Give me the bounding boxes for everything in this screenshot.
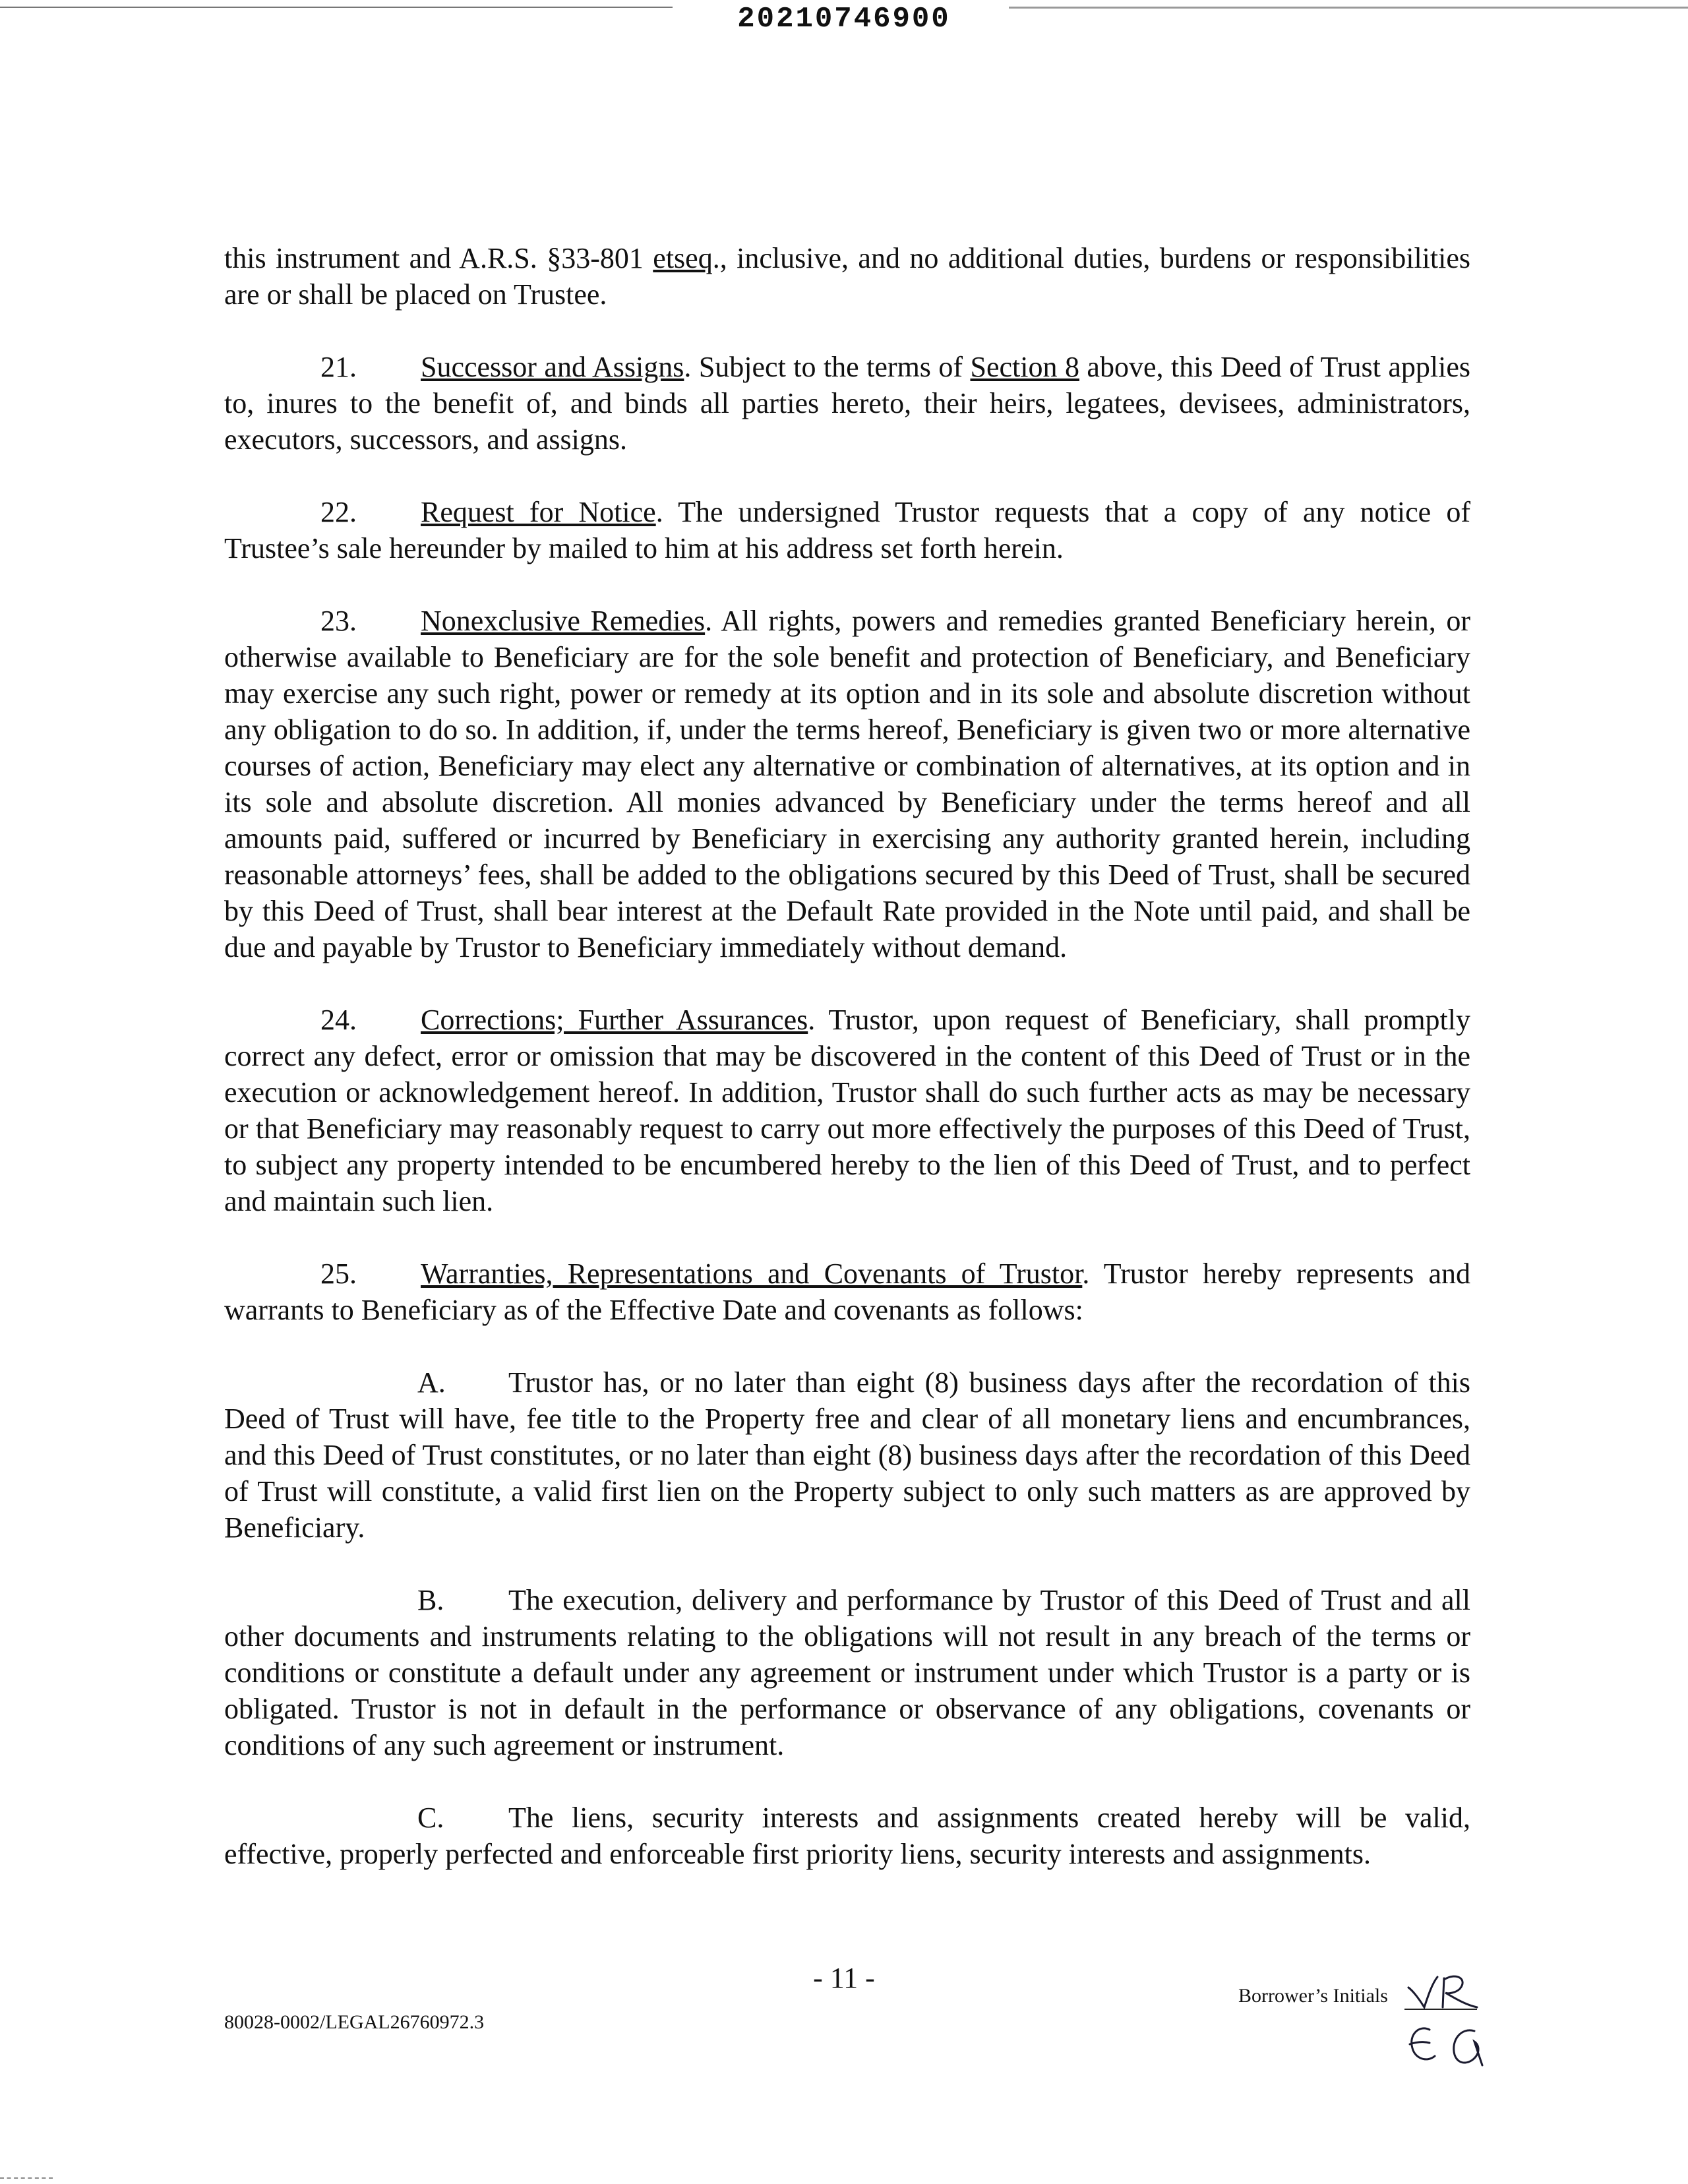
- document-id: 80028-0002/LEGAL26760972.3: [224, 2011, 485, 2033]
- recording-number: 20210746900: [737, 3, 951, 36]
- header-rule-right: [1009, 7, 1688, 9]
- paragraph-continuation: this instrument and A.R.S. §33-801 etseq., inclusive, and no additional duties, burdens or responsibilities are or shall be placed on Trustee.: [224, 242, 1471, 311]
- page-number: - 11 -: [813, 1962, 875, 1994]
- section-heading: Nonexclusive Remedies: [421, 605, 706, 637]
- section-number: 21.: [320, 351, 357, 383]
- section-number: 24.: [320, 1004, 357, 1036]
- section-heading: Successor and Assigns: [421, 351, 684, 383]
- subparagraph-c: C. The liens, security interests and assignments created hereby will be valid, effective, properly perfected and enforceable first priority liens, security interests and assignments.: [224, 1800, 1470, 1872]
- section-reference: Section 8: [970, 351, 1079, 383]
- subparagraph-b: B. The execution, delivery and performance by Trustor of this Deed of Trust and all other documents and instruments relating to the obligations will not result in any breach of the terms or conditions or constitute a default under any agreement or instrument under which Trustor is a party or is obligated. Trustor is not in default in the performance or observance of any obligations, covenants or conditions of any such agreement or instrument.: [224, 1582, 1470, 1763]
- subparagraph-a: A. Trustor has, or no later than eight (8) business days after the recordation of this Deed of Trust will have, fee title to the Property free and clear of all monetary liens and encumbrances, and this Deed of Trust constitutes, or no later than eight (8) business days after the recordation of this Deed of Trust will constitute, a valid first lien on the Property subject to only such matters as are approved by Beneficiary.: [224, 1364, 1470, 1546]
- handwritten-initials-1: [1404, 1969, 1490, 2015]
- document-body: [224, 240, 1470, 1872]
- subparagraph-letter: C.: [417, 1802, 444, 1834]
- initials-label: Borrower’s Initials: [1238, 1985, 1388, 2007]
- handwritten-initials-2: [1403, 2018, 1495, 2077]
- subparagraph-letter: A.: [417, 1366, 446, 1399]
- paragraph-25: 25. Warranties, Representations and Covenants of Trustor. Trustor hereby represents and warrants to Beneficiary as of the Effective Date and covenants as follows:: [224, 1256, 1470, 1328]
- section-heading: Request for Notice: [421, 496, 656, 528]
- paragraph-22: 22. Request for Notice. The undersigned Trustor requests that a copy of any notice of Trustee’s sale hereunder by mailed to him at his address set forth herein.: [224, 494, 1470, 566]
- reference-link: etseq: [653, 242, 713, 274]
- section-number: 22.: [320, 496, 357, 528]
- paragraph-23: 23. Nonexclusive Remedies. All rights, powers and remedies granted Beneficiary herein, or otherwise available to Beneficiary are for the sole benefit and protection of Beneficiary, and Beneficiary may exercise any such right, power or remedy at its option and in its sole and absolute discretion without any obligation to do so. In addition, if, under the terms hereof, Beneficiary is given two or more alternative courses of action, Beneficiary may elect any alternative or combination of alternatives, at its option and in its sole and absolute discretion. All monies advanced by Beneficiary under the terms hereof and all amounts paid, suffered or incurred by Beneficiary in exercising any authority granted herein, including reasonable attorneys’ fees, shall be added to the obligations secured by this Deed of Trust, shall be secured by this Deed of Trust, shall bear interest at the Default Rate provided in the Note until paid, and shall be due and payable by Trustor to Beneficiary immediately without demand.: [224, 603, 1470, 965]
- section-heading: Corrections; Further Assurances: [421, 1004, 808, 1036]
- section-number: 25.: [320, 1258, 357, 1290]
- paragraph-24: 24. Corrections; Further Assurances. Trustor, upon request of Beneficiary, shall promptly correct any defect, error or omission that may be discovered in the content of this Deed of Trust or in the execution or acknowledgement hereof. In addition, Trustor shall do such further acts as may be necessary or that Beneficiary may reasonably request to carry out more effectively the purposes of this Deed of Trust, to subject any property intended to be encumbered hereby to the lien of this Deed of Trust, and to perfect and maintain such lien.: [224, 1002, 1470, 1219]
- subparagraph-letter: B.: [417, 1584, 444, 1616]
- paragraph-21: 21. Successor and Assigns. Subject to the terms of Section 8 above, this Deed of Trust applies to, inures to the benefit of, and binds all parties hereto, their heirs, legatees, devisees, administrators, executors, successors, and assigns.: [224, 349, 1470, 458]
- section-heading: Warranties, Representations and Covenants of Trustor: [421, 1258, 1083, 1290]
- scan-mark: [0, 2177, 53, 2179]
- section-number: 23.: [320, 605, 357, 637]
